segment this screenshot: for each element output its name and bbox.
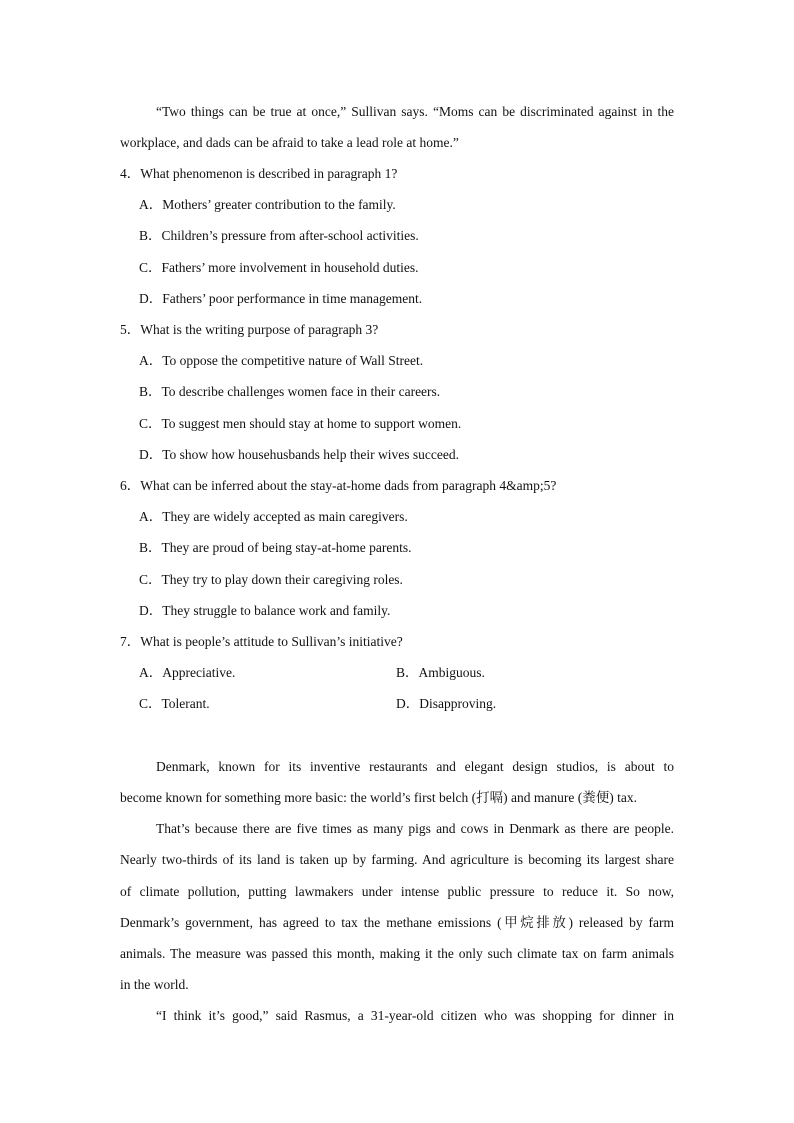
question-5-option-b[interactable]: B．To describe challenges women face in their careers. <box>139 384 441 399</box>
question-7-option-a[interactable]: A．Appreciative. <box>139 665 236 680</box>
question-6-option-c[interactable]: C．They try to play down their caregiving roles. <box>139 572 403 587</box>
passage-line: of climate pollution, putting lawmakers under intense public pressure to reduce it. So now, <box>120 884 674 899</box>
question-6-option-b[interactable]: B．They are proud of being stay-at-home parents. <box>139 540 412 555</box>
question-4-stem: 4．What phenomenon is described in paragraph 1? <box>120 166 398 181</box>
question-4-option-d[interactable]: D．Fathers’ poor performance in time management. <box>139 291 423 306</box>
question-5-stem: 5．What is the writing purpose of paragraph 3? <box>120 322 379 337</box>
question-7-option-b[interactable]: B．Ambiguous. <box>396 665 485 680</box>
question-6-option-d[interactable]: D．They struggle to balance work and family. <box>139 603 391 618</box>
passage-line: Nearly two-thirds of its land is taken up by farming. And agriculture is becoming its largest share <box>120 852 674 867</box>
question-4-option-c[interactable]: C．Fathers’ more involvement in household duties. <box>139 260 419 275</box>
question-5-option-c[interactable]: C．To suggest men should stay at home to support women. <box>139 416 462 431</box>
question-7-option-c[interactable]: C．Tolerant. <box>139 696 210 711</box>
question-4-option-a[interactable]: A．Mothers’ greater contribution to the family. <box>139 197 396 212</box>
question-5-option-a[interactable]: A．To oppose the competitive nature of Wall Street. <box>139 353 424 368</box>
passage-line: workplace, and dads can be afraid to take a lead role at home.” <box>120 135 459 150</box>
question-6-option-a[interactable]: A．They are widely accepted as main caregivers. <box>139 509 408 524</box>
question-6-stem: 6．What can be inferred about the stay-at-home dads from paragraph 4&amp;5? <box>120 478 557 493</box>
question-7-stem: 7．What is people’s attitude to Sullivan’s initiative? <box>120 634 403 649</box>
passage-line: Denmark, known for its inventive restaurants and elegant design studios, is about to <box>156 759 674 774</box>
question-7-option-d[interactable]: D．Disapproving. <box>396 696 497 711</box>
passage-line: animals. The measure was passed this month, making it the only such climate tax on farm animals <box>120 946 674 961</box>
passage-line: Denmark’s government, has agreed to tax the methane emissions (甲烷排放) released by farm <box>120 915 674 930</box>
passage-line: “I think it’s good,” said Rasmus, a 31-year-old citizen who was shopping for dinner in <box>156 1008 674 1023</box>
passage-line: “Two things can be true at once,” Sullivan says. “Moms can be discriminated against in the <box>156 104 674 119</box>
passage-line: in the world. <box>120 977 189 992</box>
passage-line: become known for something more basic: the world’s first belch (打嗝) and manure (粪便) tax. <box>120 790 637 805</box>
question-4-option-b[interactable]: B．Children’s pressure from after-school activities. <box>139 228 419 243</box>
question-5-option-d[interactable]: D．To show how househusbands help their wives succeed. <box>139 447 459 462</box>
passage-line: That’s because there are five times as many pigs and cows in Denmark as there are people. <box>156 821 674 836</box>
